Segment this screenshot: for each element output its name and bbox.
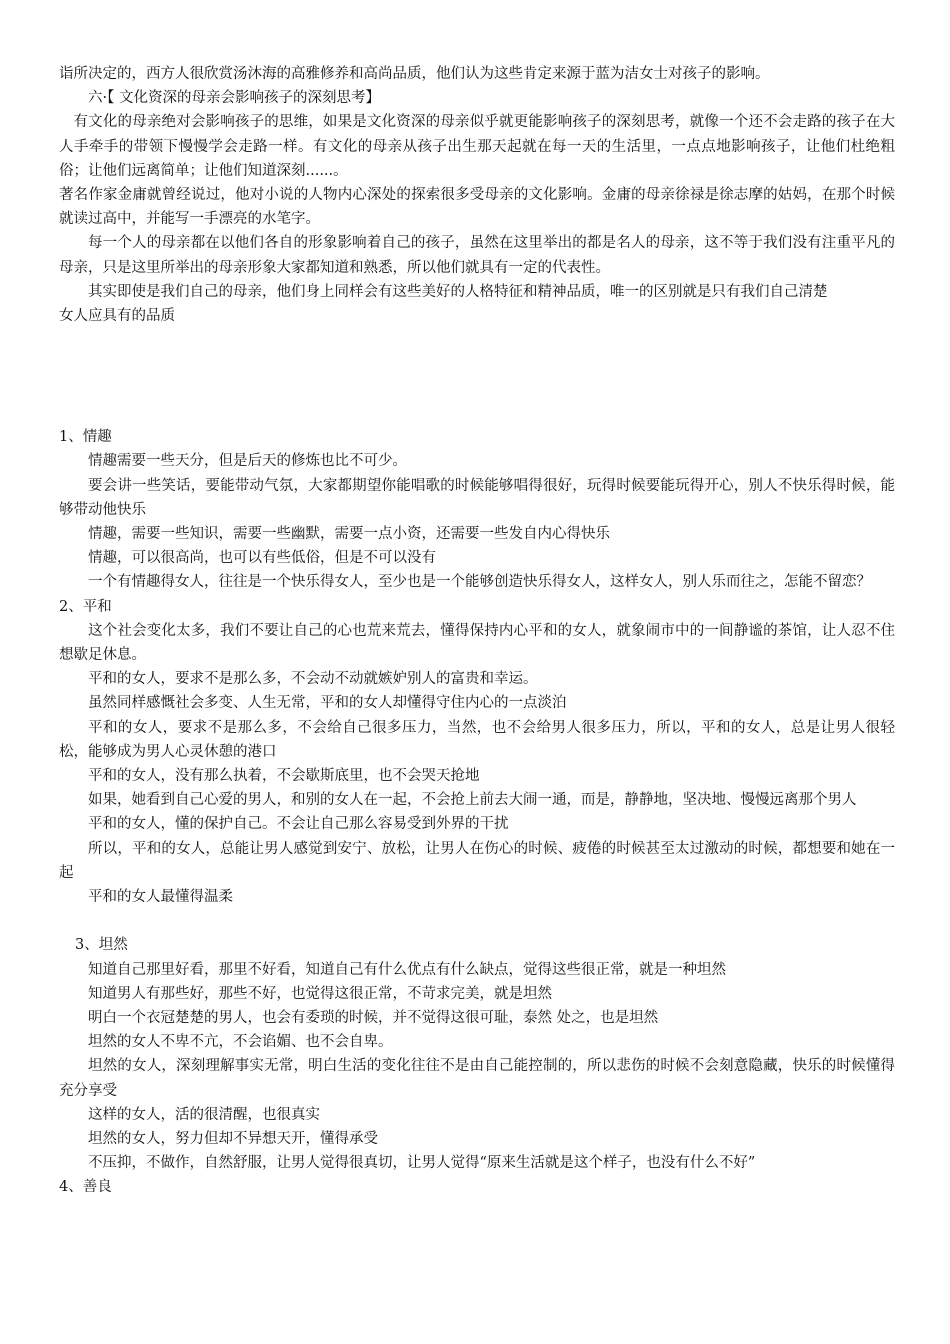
section-heading-1: 1、情趣 — [59, 429, 112, 446]
section-2-paragraph: 平和的女人，要求不是那么多，不会给自己很多压力，当然，也不会给男人很多压力，所以，平和的女人，总是让男人很轻松，能够成为男人心灵休憩的港口 — [59, 719, 895, 760]
intro-paragraph-3: 著名作家金庸就曾经说过，他对小说的人物内心深处的探索很多受母亲的文化影响。金庸的母亲徐禄是徐志摩的姑妈，在那个时候就读过高中，并能写一手漂亮的水笔字。 — [59, 187, 895, 228]
section-3-paragraph: 坦然的女人，深刻理解事实无常，明白生活的变化往往不是由自己能控制的，所以悲伤的时候不会刻意隐藏，快乐的时候懂得充分享受 — [59, 1058, 895, 1099]
section-3-paragraph: 不压抑，不做作，自然舒服，让男人觉得很真切，让男人觉得“原来生活就是这个样子，也没有什么不好” — [88, 1155, 756, 1172]
section-1-paragraph: 一个有情趣得女人，往往是一个快乐得女人，至少也是一个能够创造快乐得女人，这样女人，别人乐而往之，怎能不留恋？ — [88, 574, 871, 591]
section-3-paragraph: 知道男人有那些好，那些不好，也觉得这很正常，不苛求完美，就是坦然 — [88, 985, 552, 1002]
section-heading-2: 2、平和 — [59, 598, 112, 615]
section-3-paragraph: 知道自己那里好看，那里不好看，知道自己有什么优点有什么缺点，觉得这些很正常，就是一种坦然 — [88, 961, 726, 978]
section-3-paragraph: 这样的女人，活的很清醒，也很真实 — [88, 1106, 320, 1123]
section-3-paragraph: 坦然的女人不卑不亢，不会谄媚、也不会自卑。 — [88, 1034, 393, 1051]
section-2-paragraph: 虽然同样感慨社会多变、人生无常，平和的女人却懂得守住内心的一点淡泊 — [88, 695, 567, 712]
section-2-paragraph: 平和的女人，要求不是那么多，不会动不动就嫉妒别人的富贵和幸运。 — [88, 671, 538, 688]
section-1-paragraph: 情趣，可以很高尚，也可以有些低俗，但是不可以没有 — [88, 550, 436, 567]
blank-line — [59, 909, 895, 933]
section-heading-4: 4、善良 — [59, 1179, 112, 1196]
section-2-paragraph: 平和的女人，懂的保护自己。不会让自己那么容易受到外界的干扰 — [88, 816, 509, 833]
section-2-paragraph: 这个社会变化太多，我们不要让自己的心也荒来荒去，懂得保持内心平和的女人，就象闹市中的一间静谧的茶馆，让人忍不住想歇足休息。 — [59, 622, 895, 664]
intro-paragraph-4: 每一个人的母亲都在以他们各自的形象影响着自己的孩子，虽然在这里举出的都是名人的母亲，这不等于我们没有注重平凡的母亲，只是这里所举出的母亲形象大家都知道和熟悉，所以他们就具有一定的代表性。 — [59, 235, 895, 276]
section-six-heading: 六·【 文化资深的母亲会影响孩子的深刻思考】 — [88, 90, 380, 107]
section-2-paragraph: 平和的女人，没有那么执着，不会歇斯底里，也不会哭天抢地 — [88, 768, 480, 785]
document-page — [59, 62, 895, 1200]
section-1-paragraph: 要会讲一些笑话，要能带动气氛，大家都期望你能唱歌的时候能够唱得很好，玩得时候要能玩得开心，别人不快乐得时候，能够带动他快乐 — [59, 477, 895, 518]
section-heading-3: 3、坦然 — [75, 937, 128, 954]
section-3-paragraph: 明白一个衣冠楚楚的男人，也会有委琐的时候，并不觉得这很可耻，泰然 处之，也是坦然 — [88, 1009, 659, 1026]
blank-space — [59, 328, 895, 425]
section-2-paragraph: 如果，她看到自己心爱的男人，和别的女人在一起，不会抢上前去大闹一通，而是，静静地，坚决地、慢慢远离那个男人 — [88, 792, 857, 809]
intro-paragraph-2: 有文化的母亲绝对会影响孩子的思维，如果是文化资深的母亲似乎就更能影响孩子的深刻思考，就像一个还不会走路的孩子在大人手牵手的带领下慢慢学会走路一样。有文化的母亲从孩子出生那天起就在每一天的生活里，一点点地影响孩子，让他们杜绝粗俗；让他们远离简单；让他们知道深刻......。 — [59, 114, 895, 179]
document-title: 女人应具有的品质 — [59, 308, 175, 325]
section-3-paragraph: 坦然的女人，努力但却不异想天开，懂得承受 — [88, 1130, 378, 1147]
section-2-paragraph: 所以，平和的女人，总能让男人感觉到安宁、放松，让男人在伤心的时候、疲倦的时候甚至太过激动的时候，都想要和她在一起 — [59, 840, 895, 881]
intro-paragraph-5: 其实即使是我们自己的母亲，他们身上同样会有这些美好的人格特征和精神品质，唯一的区别就是只有我们自己清楚 — [88, 283, 828, 300]
intro-paragraph-1: 诣所决定的，西方人很欣赏汤沐海的高雅修养和高尚品质，他们认为这些肯定来源于蓝为洁女士对孩子的影响。 — [59, 66, 770, 82]
section-1-paragraph: 情趣，需要一些知识，需要一些幽默，需要一点小资，还需要一些发自内心得快乐 — [88, 526, 610, 543]
section-2-paragraph: 平和的女人最懂得温柔 — [88, 889, 233, 906]
section-1-paragraph: 情趣需要一些天分，但是后天的修炼也比不可少。 — [88, 453, 407, 470]
